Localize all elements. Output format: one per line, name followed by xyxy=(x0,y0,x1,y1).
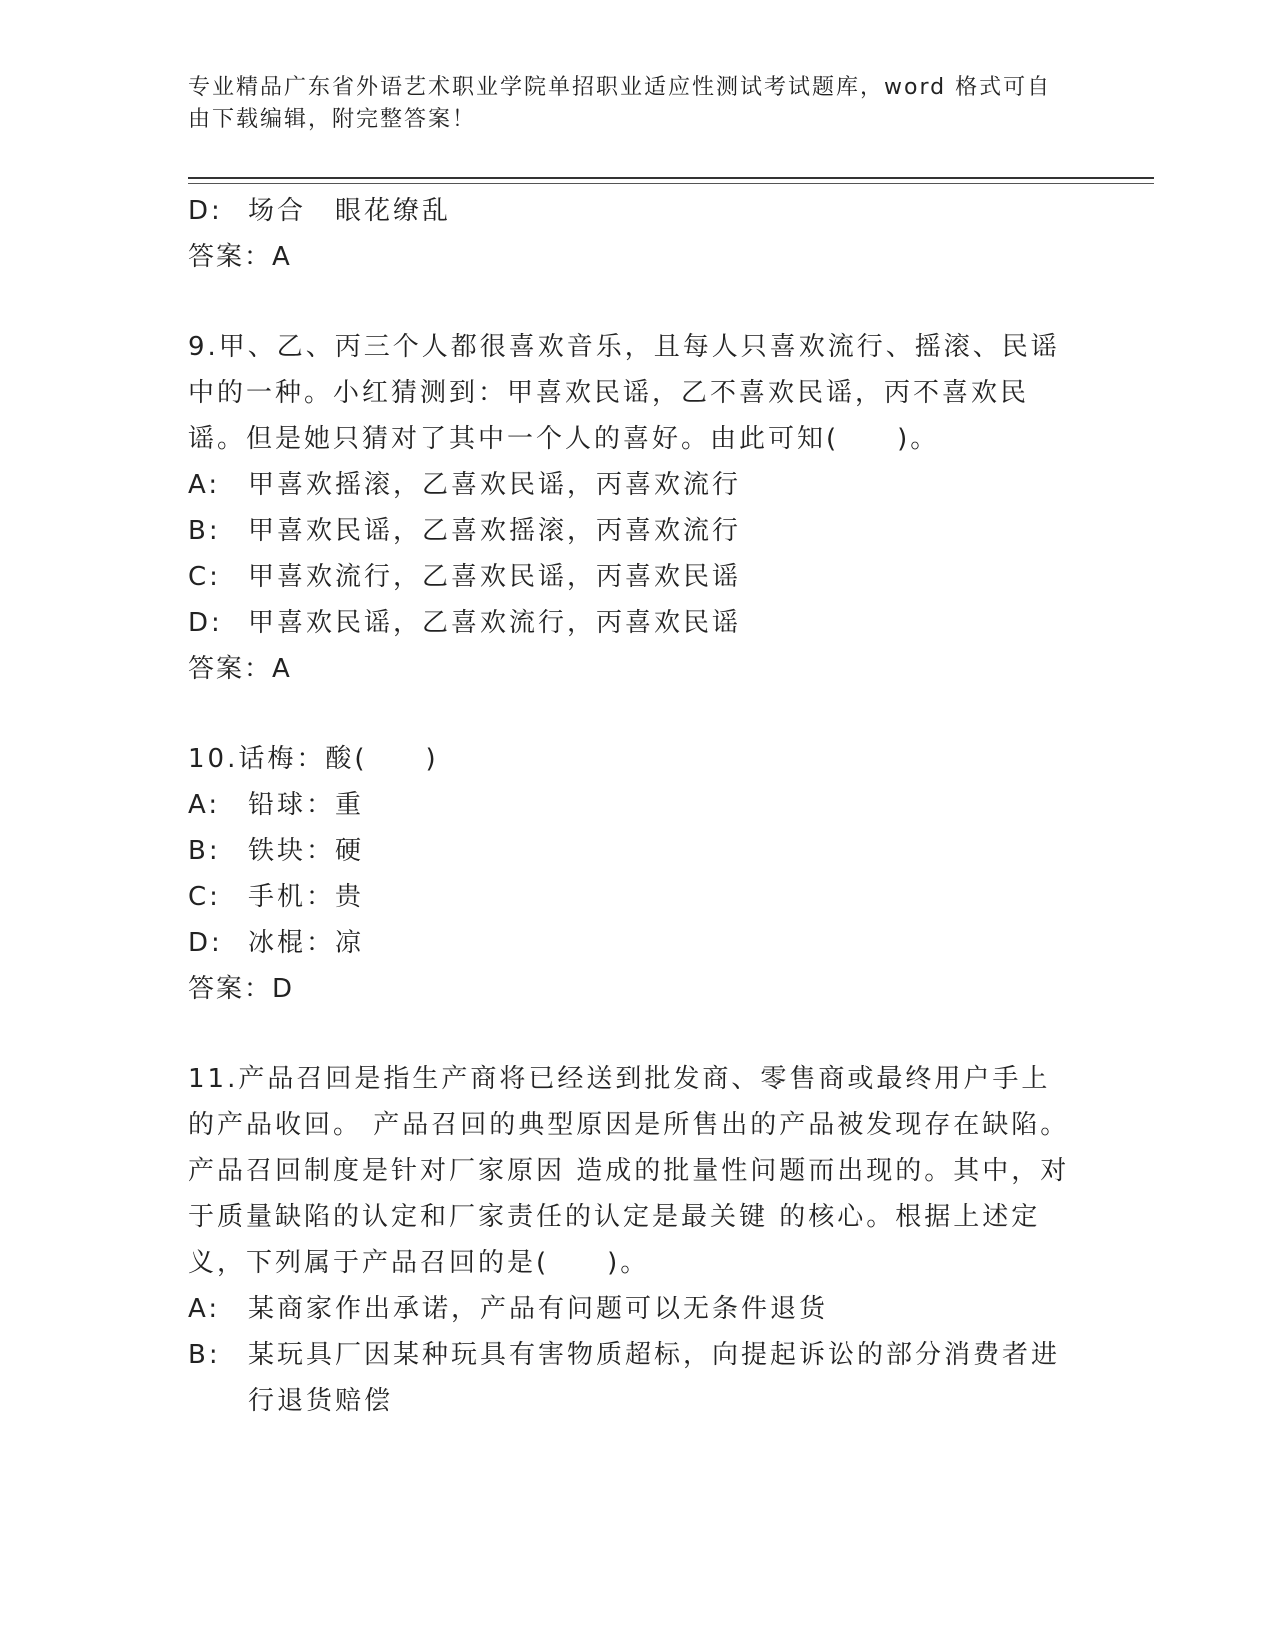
question-block xyxy=(188,736,1078,1012)
option-row xyxy=(188,1286,1078,1332)
option-text: 冰棍：凉 xyxy=(248,928,365,958)
page-header: 专业精品广东省外语艺术职业学院单招职业适应性测试考试题库，word 格式可自由下载编辑，附完整答案！ xyxy=(188,75,1052,132)
header-divider-thin xyxy=(188,183,1154,184)
option-key: B: xyxy=(188,516,221,546)
option-row xyxy=(188,600,1078,646)
option-key: A: xyxy=(188,790,221,820)
option-text: 甲喜欢民谣，乙喜欢流行，丙喜欢民谣 xyxy=(248,608,742,638)
option-key: B: xyxy=(188,1340,221,1370)
option-key: D: xyxy=(188,928,223,958)
question-text: 9.甲、乙、丙三个人都很喜欢音乐，且每人只喜欢流行、摇滚、民谣中的一种。小红猜测到：甲喜欢民谣，乙不喜欢民谣，丙不喜欢民谣。但是她只猜对了其中一个人的喜好。由此可知( )。 xyxy=(188,332,1060,454)
question-text: 10.话梅：酸( ) xyxy=(188,744,439,774)
option-row xyxy=(188,554,1078,600)
option-text: 甲喜欢流行，乙喜欢民谣，丙喜欢民谣 xyxy=(248,562,742,592)
option-text: 甲喜欢摇滚，乙喜欢民谣，丙喜欢流行 xyxy=(248,470,742,500)
question-content xyxy=(188,188,1078,1424)
question-block xyxy=(188,1056,1078,1424)
option-key: D: xyxy=(188,608,223,638)
option-text: 某商家作出承诺，产品有问题可以无条件退货 xyxy=(248,1294,829,1324)
option-text: 手机：贵 xyxy=(248,882,365,912)
option-text: 甲喜欢民谣，乙喜欢摇滚，丙喜欢流行 xyxy=(248,516,742,546)
option-text: 某玩具厂因某种玩具有害物质超标，向提起诉讼的部分消费者进行退货赔偿 xyxy=(248,1340,1061,1416)
answer-line: 答案：A xyxy=(188,242,292,272)
option-text: 铅球：重 xyxy=(248,790,365,820)
question-text: 11.产品召回是指生产商将已经送到批发商、零售商或最终用户手上的产品收回。 产品召回的典型原因是所售出的产品被发现存在缺陷。产品召回制度是针对厂家原因 造成的批量性问题而出现的。其中，对于质量缺陷的认定和厂家责任的认定是最关键 的核心。根据上述定义，下列属于产品召回的是( )。 xyxy=(188,1064,1070,1278)
option-row xyxy=(188,508,1078,554)
option-row xyxy=(188,828,1078,874)
option-row xyxy=(188,874,1078,920)
option-key: C: xyxy=(188,882,221,912)
option-key: D: xyxy=(188,196,223,226)
option-row xyxy=(188,782,1078,828)
option-row xyxy=(188,1332,1078,1424)
answer-line: 答案：A xyxy=(188,654,292,684)
option-key: C: xyxy=(188,562,221,592)
option-key: B: xyxy=(188,836,221,866)
question-block xyxy=(188,324,1078,692)
option-text: 场合 眼花缭乱 xyxy=(248,196,452,226)
option-text: 铁块：硬 xyxy=(248,836,365,866)
option-row xyxy=(188,920,1078,966)
option-row xyxy=(188,462,1078,508)
answer-line: 答案：D xyxy=(188,974,295,1004)
option-row xyxy=(188,188,1078,234)
header-divider xyxy=(188,177,1154,179)
option-key: A: xyxy=(188,1294,221,1324)
option-key: A: xyxy=(188,470,221,500)
